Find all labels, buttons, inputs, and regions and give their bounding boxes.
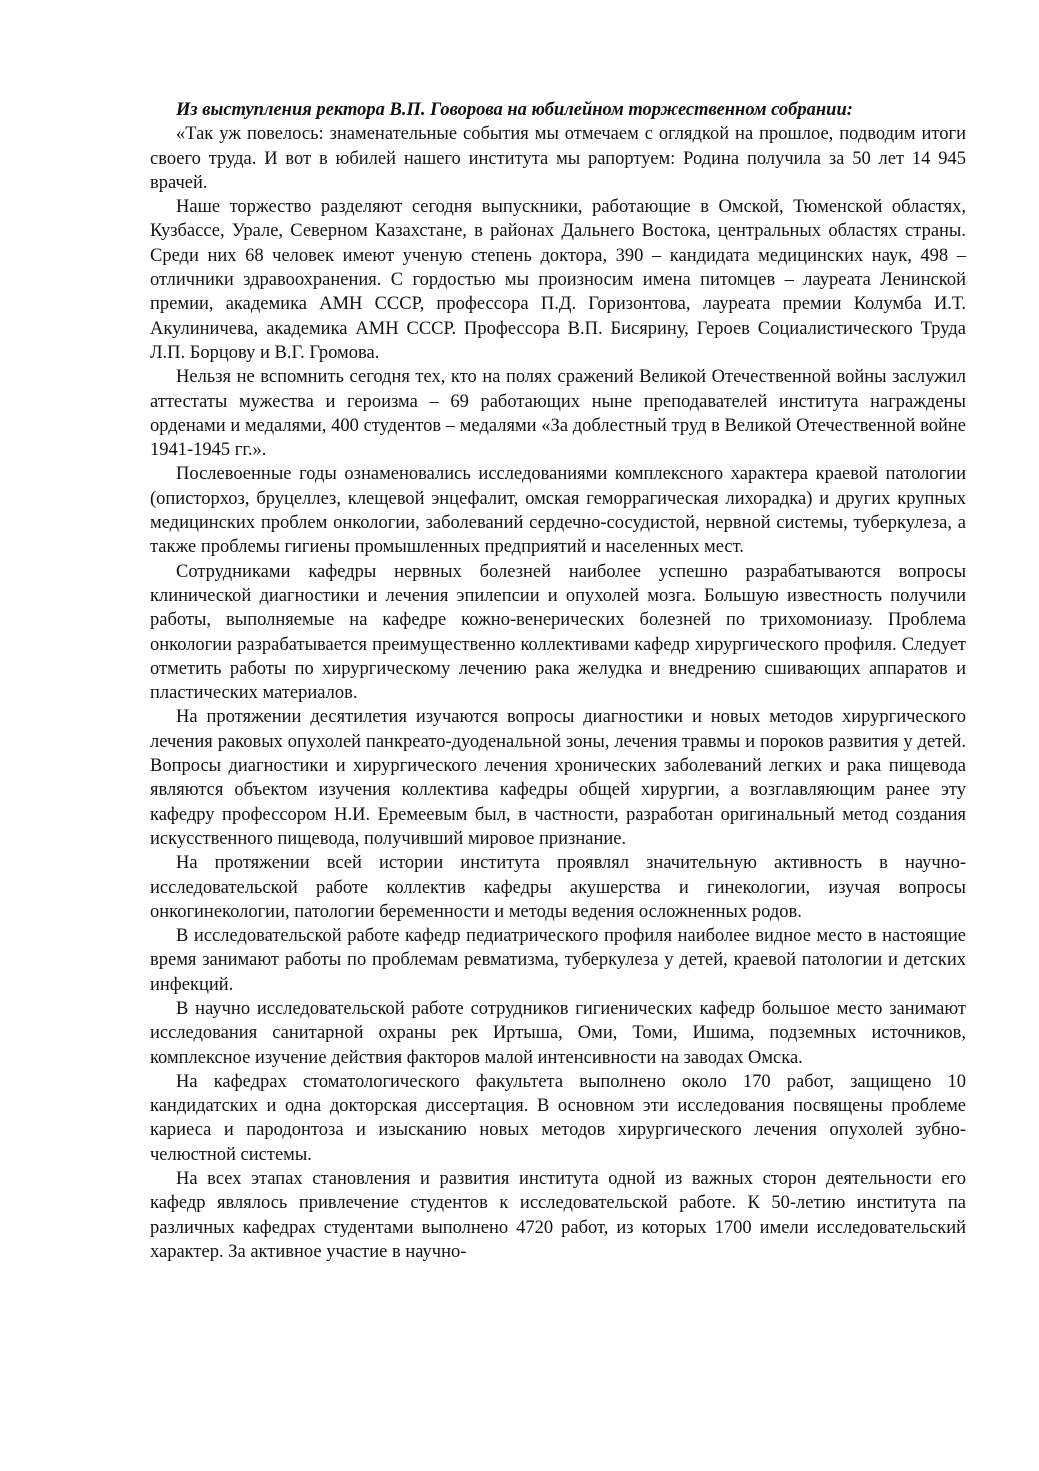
paragraph-3: Нельзя не вспомнить сегодня тех, кто на полях сражений Великой Отечественной войны заслужил аттестаты мужества и героизма – 69 работающих ныне преподавателей института награждены орденами и медалями, 400 студентов – медалями «За доблестный труд в Великой Отечественной войне 1941-1945 гг.».	[150, 367, 966, 461]
paragraph-9: В научно исследовательской работе сотрудников гигиенических кафедр большое место занимают исследования санитарной охраны рек Иртыша, Оми, Томи, Ишима, подземных источников, комплексное изучение действия факторов малой интенсивности на заводах Омска.	[150, 998, 966, 1068]
paragraph-11: На всех этапах становления и развития института одной из важных сторон деятельности его кафедр являлось привлечение студентов к исследовательской работе. К 50-летию института па различных кафедрах студентами выполнено 4720 работ, из которых 1700 имели исследовательский характер. За активное участие в научно-	[150, 1169, 966, 1262]
paragraph-10: На кафедрах стоматологического факультета выполнено около 170 работ, защищено 10 кандидатских и одна докторская диссертация. В основном эти исследования посвящены проблеме кариеса и пародонтоза и изысканию новых методов хирургического лечения опухолей зубно-челюстной системы.	[150, 1071, 966, 1165]
paragraph-8: В исследовательской работе кафедр педиатрического профиля наиболее видное место в настоящие время занимают работы по проблемам ревматизма, туберкулеза у детей, краевой патологии и детских инфекций.	[150, 926, 966, 995]
speech-heading: Из выступления ректора В.П. Говорова на юбилейном торжественном собрании:	[176, 100, 853, 120]
paragraph-2: Наше торжество разделяют сегодня выпускники, работающие в Омской, Тюменской областях, Кузбассе, Урале, Северном Казахстане, в районах Дальнего Востока, центральных областях страны. Среди них 68 человек имеют ученую степень доктора, 390 – кандидата медицинских наук, 498 – отличники здравоохранения. С гордостью мы произносим имена питомцев – лауреата Ленинской премии, академика АМН СССР, профессора П.Д. Горизонтова, лауреата премии Колумба И.Т. Акулиничева, академика АМН СССР. Профессора В.П. Бисярину, Героев Социалистического Труда Л.П. Борцову и В.Г. Громова.	[150, 197, 966, 363]
paragraph-6: На протяжении десятилетия изучаются вопросы диагностики и новых методов хирургического лечения раковых опухолей панкреато-дуоденальной зоны, лечения травмы и пороков развития у детей. Вопросы диагностики и хирургического лечения хронических заболеваний легких и рака пищевода являются объектом изучения коллектива кафедры общей хирургии, а возглавляющим ранее эту кафедру профессором Н.И. Еремеевым был, в частности, разработан оригинальный метод создания искусственного пищевода, получивший мировое признание.	[150, 707, 966, 849]
paragraph-5: Сотрудниками кафедры нервных болезней наиболее успешно разрабатываются вопросы клинической диагностики и лечения эпилепсии и опухолей мозга. Большую известность получили работы, выполняемые на кафедре кожно-венерических болезней по трихомониазу. Проблема онкологии разрабатывается преимущественно коллективами кафедр хирургического профиля. Следует отметить работы по хирургическому лечению рака желудка и внедрению сшивающих аппаратов и пластических материалов.	[150, 561, 966, 704]
paragraph-1: «Так уж повелось: знаменательные события мы отмечаем с оглядкой на прошлое, подводим итоги своего труда. И вот в юбилей нашего института мы рапортуем: Родина получила за 50 лет 14 945 врачей.	[150, 124, 966, 193]
paragraph-7: На протяжении всей истории института проявлял значительную активность в научно-исследовательской работе коллектив кафедры акушерства и гинекологии, изучая вопросы онкогинекологии, патологии беременности и методы ведения осложненных родов.	[150, 853, 966, 922]
document-page	[150, 98, 966, 1264]
paragraph-4: Послевоенные годы ознаменовались исследованиями комплексного характера краевой патологии (описторхоз, бруцеллез, клещевой энцефалит, омская геморрагическая лихорадка) и других крупных медицинских проблем онкологии, заболеваний сердечно-сосудистой, нервной системы, туберкулеза, а также проблемы гигиены промышленных предприятий и населенных мест.	[150, 464, 966, 558]
document-heading-paragraph	[150, 98, 966, 122]
